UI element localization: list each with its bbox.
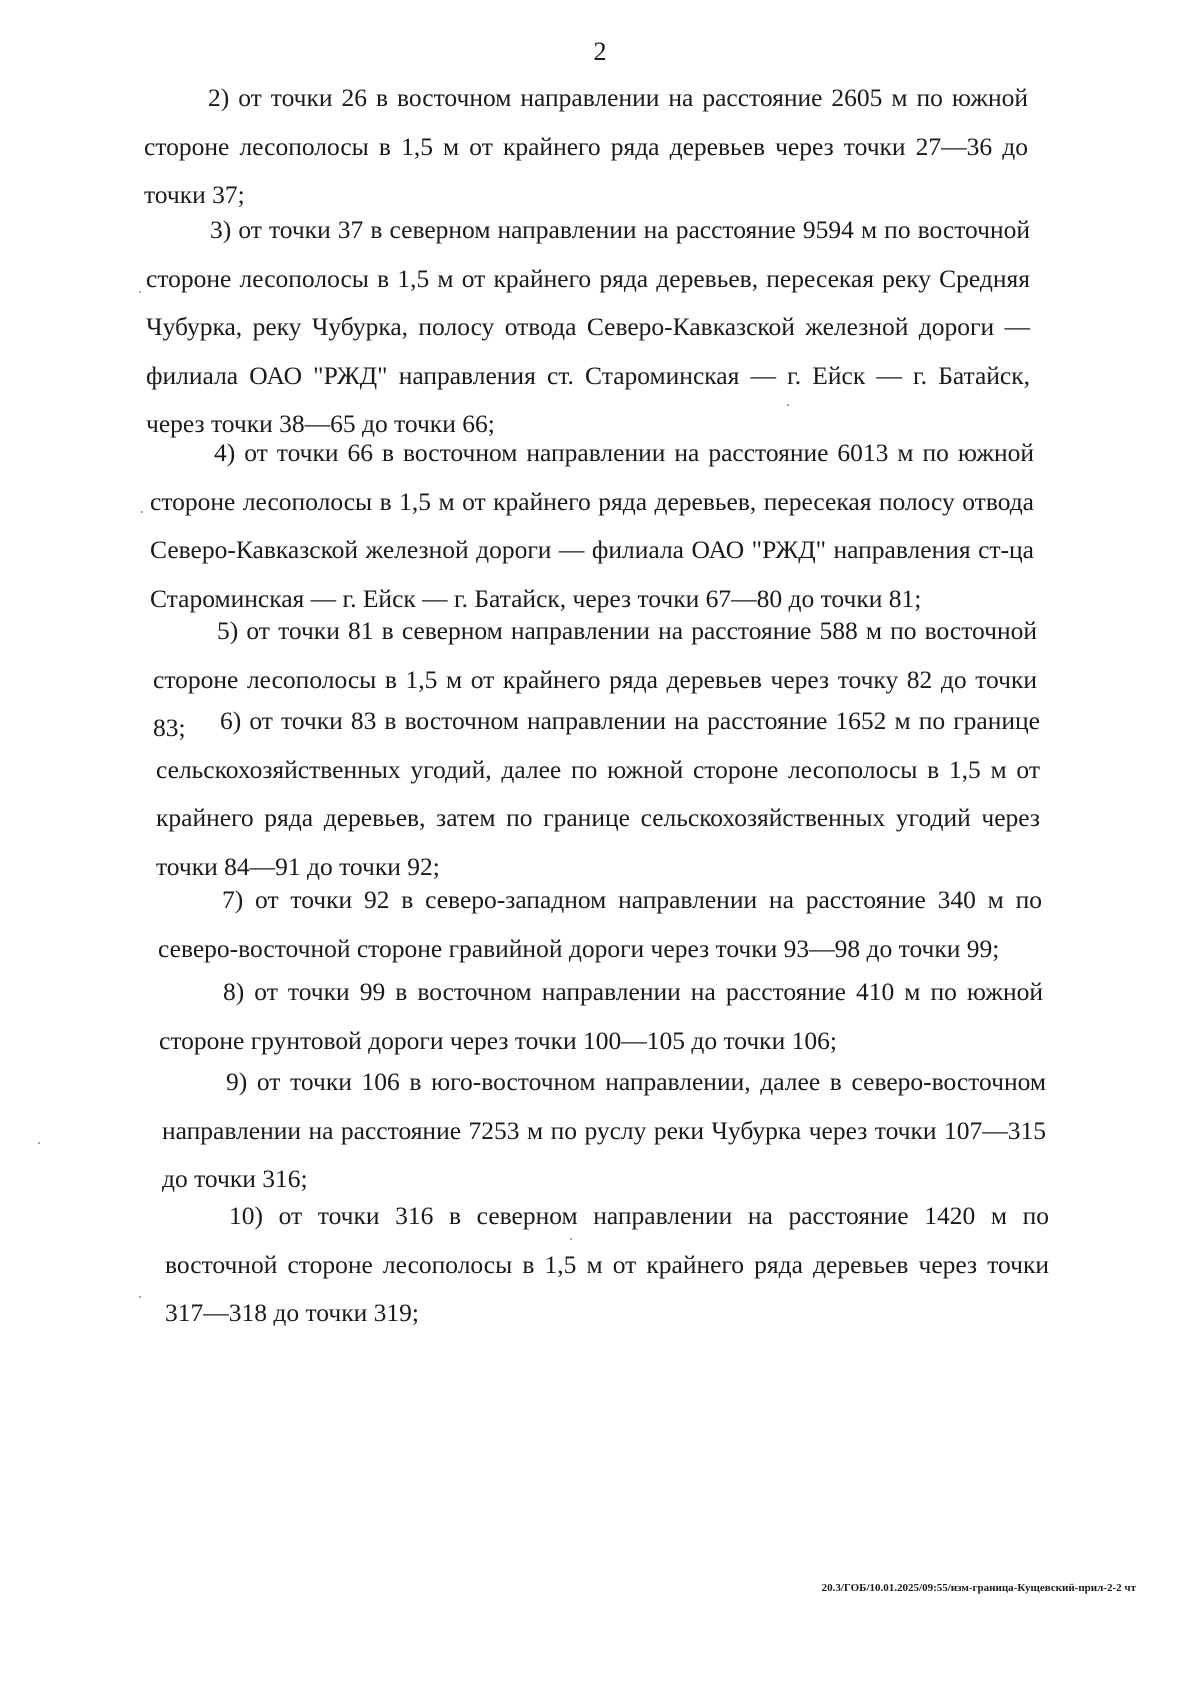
page-number: 2 (593, 37, 607, 66)
scan-speck (787, 404, 789, 406)
scan-speck (570, 1238, 572, 1240)
clause-7: 7) от точки 92 в северо-западном направлении на расстояние 340 м по северо-восточной стороне гравийной дороги через точки 93—98 до точки 99; (158, 885, 1042, 963)
scan-speck (139, 291, 141, 293)
clause-3: 3) от точки 37 в северном направлении на расстояние 9594 м по восточной стороне лесополосы в 1,5 м от крайнего ряда деревьев, пересекая реку Средняя Чубурка, реку Чубурка, полосу отвода Северо-Кавказской железной дороги — филиала ОАО "РЖД" направления ст. Староминская — г. Ейск — г. Батайск, через точки 38—65 до точки 66; (146, 215, 1030, 438)
scan-speck (139, 1296, 141, 1298)
clause-5: 5) от точки 81 в северном направлении на расстояние 588 м по восточной стороне лесополосы в 1,5 м от крайнего ряда деревьев через точку 82 до точки 83; (153, 616, 1037, 742)
clause-9: 9) от точки 106 в юго-восточном направлении, далее в северо-восточном направлении на расстояние 7253 м по руслу реки Чубурка через точки 107—315 до точки 316; (162, 1067, 1046, 1193)
scan-speck (141, 511, 143, 513)
scan-speck (38, 1142, 40, 1144)
clause-10: 10) от точки 316 в северном направлении на расстояние 1420 м по восточной стороне лесополосы в 1,5 м от крайнего ряда деревьев через точки 317—318 до точки 319; (165, 1201, 1049, 1327)
clause-4: 4) от точки 66 в восточном направлении на расстояние 6013 м по южной стороне лесополосы в 1,5 м от крайнего ряда деревьев, пересекая полосу отвода Северо-Кавказской железной дороги — филиала ОАО "РЖД" направления ст-ца Староминская — г. Ейск — г. Батайск, через точки 67—80 до точки 81; (150, 438, 1034, 613)
clause-2: 2) от точки 26 в восточном направлении на расстояние 2605 м по южной стороне лесополосы в 1,5 м от крайнего ряда деревьев через точки 27—36 до точки 37; (144, 83, 1028, 209)
document-reference-code: 20.3/ГОБ/10.01.2025/09:55/изм-граница-Кущевский-прил-2-2 чт (821, 1582, 1136, 1594)
clause-6: 6) от точки 83 в восточном направлении на расстояние 1652 м по границе сельскохозяйственных угодий, далее по южной стороне лесополосы в 1,5 м от крайнего ряда деревьев, затем по границе сельскохозяйственных угодий через точки 84—91 до точки 92; (156, 706, 1040, 881)
clause-8: 8) от точки 99 в восточном направлении на расстояние 410 м по южной стороне грунтовой дороги через точки 100—105 до точки 106; (159, 977, 1043, 1055)
